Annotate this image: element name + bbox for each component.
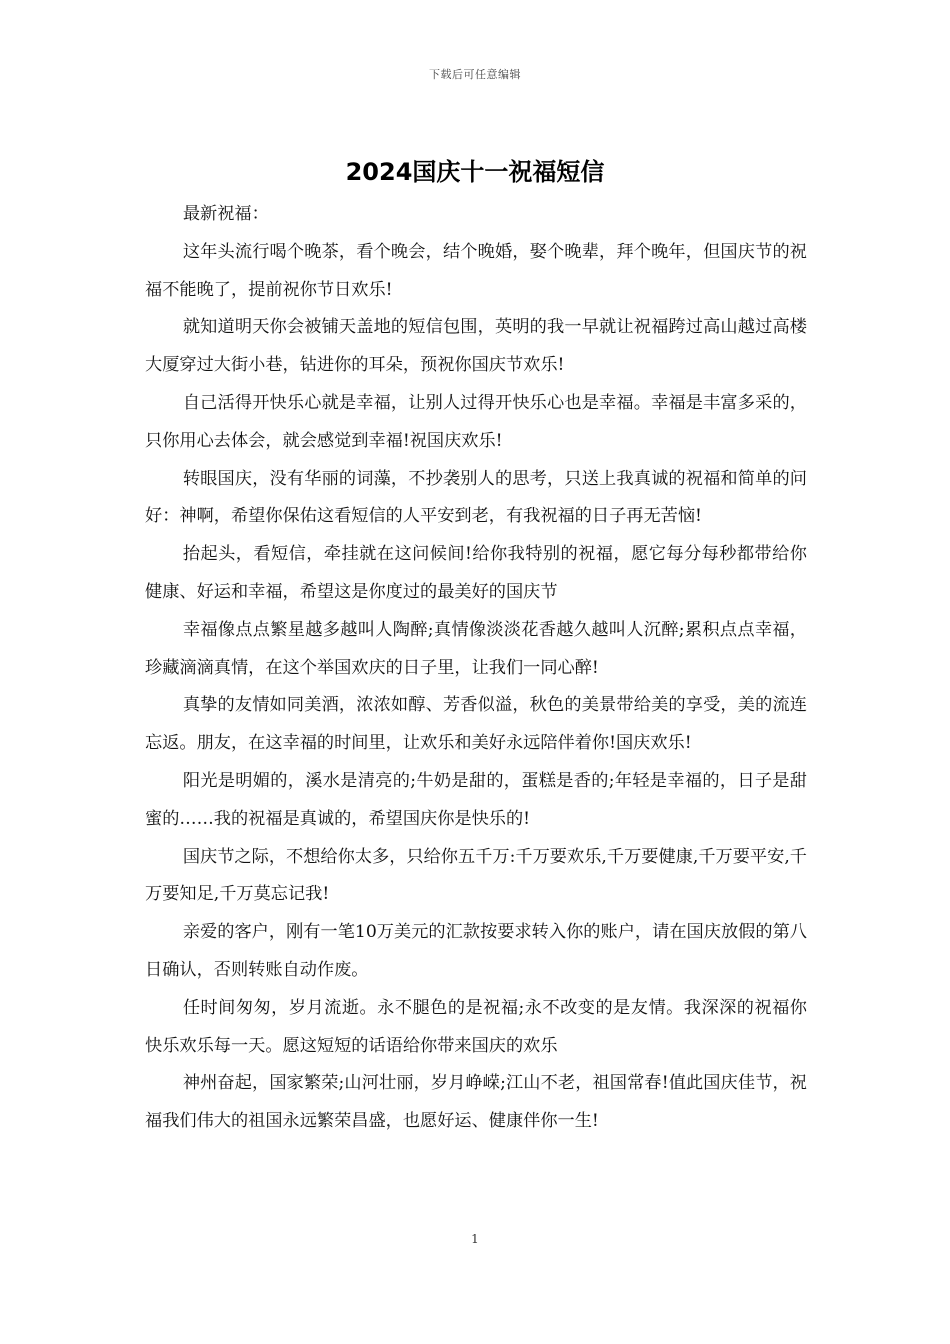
paragraph: 阳光是明媚的，溪水是清亮的;牛奶是甜的，蛋糕是香的;年轻是幸福的，日子是甜蜜的……我的祝福是真诚的，希望国庆你是快乐的! xyxy=(145,770,807,829)
paragraph: 就知道明天你会被铺天盖地的短信包围，英明的我一早就让祝福跨过高山越过高楼大厦穿过大街小巷，钻进你的耳朵，预祝你国庆节欢乐! xyxy=(145,317,807,376)
paragraph: 亲爱的客户，刚有一笔10万美元的汇款按要求转入你的账户，请在国庆放假的第八日确认，否则转账自动作废。 xyxy=(145,922,807,980)
document-title: 2024国庆十一祝福短信 xyxy=(345,158,605,186)
paragraph: 转眼国庆，没有华丽的词藻，不抄袭别人的思考，只送上我真诚的祝福和简单的问好：神啊，希望你保佑这看短信的人平安到老，有我祝福的日子再无苦恼! xyxy=(145,468,807,527)
paragraph: 国庆节之际，不想给你太多，只给你五千万:千万要欢乐,千万要健康,千万要平安,千万要知足,千万莫忘记我! xyxy=(145,846,807,905)
document-body xyxy=(145,196,807,1141)
paragraph: 神州奋起，国家繁荣;山河壮丽，岁月峥嵘;江山不老，祖国常春!值此国庆佳节，祝福我们伟大的祖国永远繁荣昌盛，也愿好运、健康伴你一生! xyxy=(145,1073,807,1132)
header-note: 下载后可任意编辑 xyxy=(429,68,521,81)
paragraph: 最新祝福： xyxy=(182,204,269,224)
paragraph: 自己活得开快乐心就是幸福，让别人过得开快乐心也是幸福。幸福是丰富多采的，只你用心去体会，就会感觉到幸福!祝国庆欢乐! xyxy=(145,392,807,451)
paragraph: 这年头流行喝个晚茶，看个晚会，结个晚婚，娶个晚辈，拜个晚年，但国庆节的祝福不能晚了，提前祝你节日欢乐! xyxy=(145,241,807,300)
paragraph: 任时间匆匆，岁月流逝。永不腿色的是祝福;永不改变的是友情。我深深的祝福你快乐欢乐每一天。愿这短短的话语给你带来国庆的欢乐 xyxy=(145,997,807,1056)
paragraph: 真挚的友情如同美酒，浓浓如醇、芳香似溢，秋色的美景带给美的享受，美的流连忘返。朋友，在这幸福的时间里，让欢乐和美好永远陪伴着你!国庆欢乐! xyxy=(145,695,807,754)
paragraph: 幸福像点点繁星越多越叫人陶醉;真情像淡淡花香越久越叫人沉醉;累积点点幸福，珍藏滴滴真情，在这个举国欢庆的日子里，让我们一同心醉! xyxy=(145,619,807,678)
page-number: 1 xyxy=(471,1232,479,1246)
paragraph: 抬起头，看短信，牵挂就在这问候间!给你我特别的祝福，愿它每分每秒都带给你健康、好运和幸福，希望这是你度过的最美好的国庆节 xyxy=(145,544,807,602)
